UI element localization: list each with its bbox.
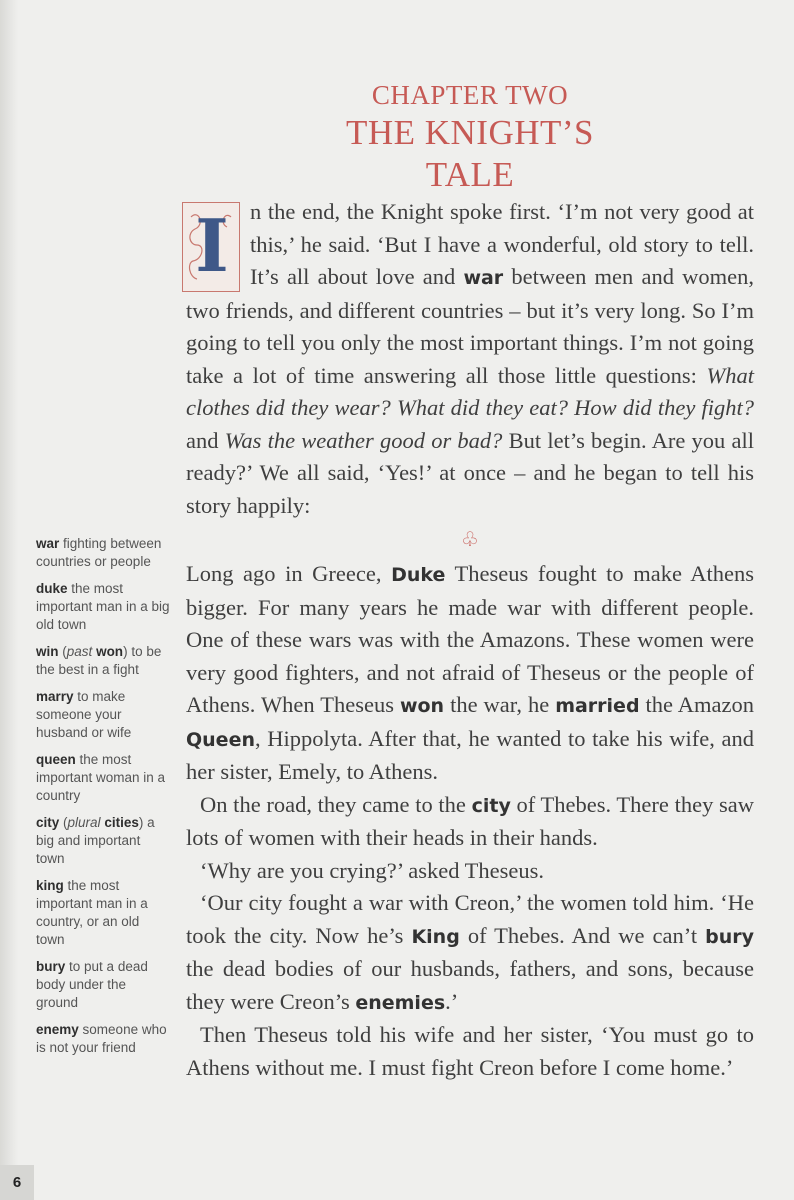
story-text — [186, 196, 754, 1084]
keyword: won — [399, 695, 445, 717]
glossary-entry-war: war fighting between countries or people — [36, 536, 162, 569]
chapter-title: THE KNIGHT’S TALE — [345, 113, 595, 194]
page-binding-edge — [0, 0, 18, 1200]
glossary-entry-city: city (plural cities) a big and important town — [36, 815, 155, 866]
keyword: enemies — [355, 991, 446, 1014]
keyword: married — [555, 695, 640, 717]
flourish-ornament-icon: ♧ — [461, 529, 479, 551]
glossary-entry-win: win (past won) to be the best in a fight — [36, 644, 162, 677]
keyword: King — [411, 925, 460, 948]
glossary-entry-queen: queen the most important woman in a country — [36, 752, 166, 803]
story-paragraph: Long ago in Greece, Duke Theseus fought to make Athens bigger. For many years he made war with different people. One of these wars was with the Amazons. These women were very good fighters, and not afraid of Theseus or the people of Athens. When Theseus won the war, he married the Amazon Queen, Hippolyta. After that, he wanted to take his wife, and her sister, Emely, to Athens. — [186, 561, 754, 784]
glossary-sidebar — [36, 535, 170, 1066]
story-paragraph: On the road, they came to the city of Thebes. There they saw lots of women with their heads in their hands. — [186, 791, 754, 850]
glossary-entry-king: king the most important man in a country, or an old town — [36, 878, 148, 947]
glossary-entry-marry: marry to make someone your husband or wife — [36, 689, 132, 740]
keyword: war — [463, 267, 504, 289]
keyword: city — [471, 794, 511, 817]
chapter-number: CHAPTER TWO — [371, 80, 569, 110]
chapter-heading — [300, 78, 640, 196]
intro-paragraph: I n the end, the Knight spoke first. ‘I’m not very good at this,’ he said. ‘But I have a wonderful, old story to tell. It’s all about love and war between men and women, two friends, and different countries – but it’s very long. So I’m going to tell you only the most important things. I’m not going take a lot of time answering all those little questions: What clothes did they wear? What did they eat? How did they fight? and Was the weather good or bad? But let’s begin. Are you all ready?’ We all said, ‘Yes!’ at once – and he began to tell his story happily: — [186, 196, 754, 522]
keyword: bury — [705, 925, 754, 948]
story-paragraph: ‘Our city fought a war with Creon,’ the women told him. ‘He took the city. Now he’s King of Thebes. And we can’t bury the dead bodies of our husbands, fathers, and sons, because they were Creon’s enemies.’ — [186, 890, 754, 1014]
glossary-entry-bury: bury to put a dead body under the ground — [36, 959, 148, 1010]
page-number: 6 — [0, 1165, 34, 1200]
keyword: Queen — [186, 728, 255, 751]
glossary-entry-duke: duke the most important man in a big old town — [36, 581, 170, 632]
story-paragraph: Then Theseus told his wife and her sister, ‘You must go to Athens without me. I must fight Creon before I come home.’ — [186, 1022, 754, 1080]
drop-cap: I — [182, 202, 240, 292]
story-paragraph: ‘Why are you crying?’ asked Theseus. — [200, 857, 545, 883]
glossary-entry-enemy: enemy someone who is not your friend — [36, 1022, 167, 1055]
keyword: Duke — [391, 564, 446, 586]
